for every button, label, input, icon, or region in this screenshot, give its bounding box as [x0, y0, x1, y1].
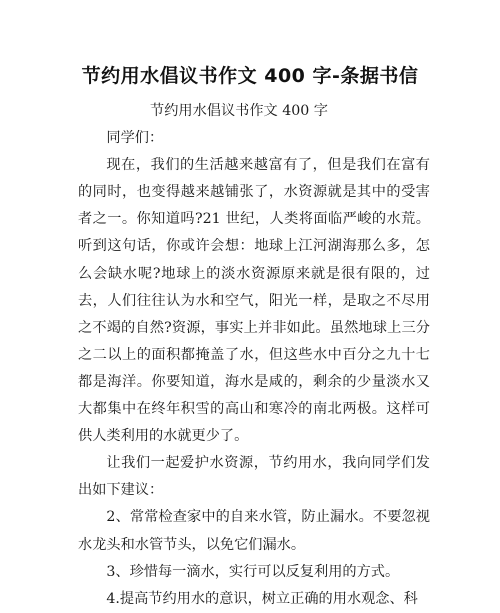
paragraph-5: 4.提高节约用水的意识，树立正确的用水观念、科	[106, 590, 418, 607]
salutation: 同学们：	[106, 130, 164, 147]
paragraph-4: 3、珍惜每一滴水，实行可以反复利用的方式。	[106, 563, 400, 580]
document-title: 节约用水倡议书作文 400 字-条据书信	[81, 65, 419, 87]
paragraph-1: 现在，我们的生活越来越富有了，但是我们在富有的同时，也变得越来越铺张了，水资源就是其中的受害者之一。你知道吗?21 世纪，人类将面临严峻的水荒。听到这句话，你或许会想：地球上江河湖海那么多，怎么会缺水呢?地球上的淡水资源原来就是很有限的，过去，人们往往认为水和空气，阳光一样，是取之不尽用之不竭的自然?资源，事实上并非如此。虽然地球上三分之二以上的面积都掩盖了水，但这些水中百分之九十七都是海洋。你要知道，海水是咸的，剩余的少量淡水又大都集中在终年积雪的高山和寒冷的南北两极。这样可供人类利用的水就更少了。	[78, 157, 430, 445]
document-subtitle: 节约用水倡议书作文 400 字	[150, 103, 328, 119]
paragraph-2: 让我们一起爱护水资源，节约用水，我向同学们发出如下建议：	[78, 455, 430, 499]
paragraph-3: 2、常常检查家中的自来水管，防止漏水。不要忽视水龙头和水管节头，以免它们漏水。	[78, 509, 430, 553]
document-body	[78, 98, 430, 613]
